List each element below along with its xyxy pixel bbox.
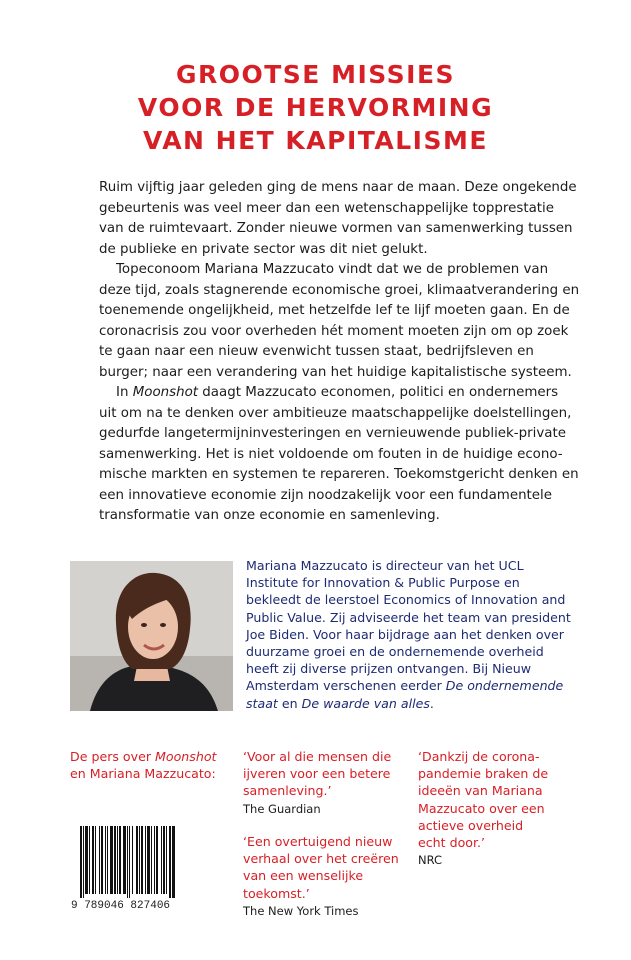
- text-fragment: Amsterdam verschenen eerder: [246, 678, 446, 694]
- author-bio: [246, 557, 586, 712]
- barcode-bar: [154, 826, 155, 894]
- author-photo: [70, 561, 233, 711]
- barcode-bar: [132, 826, 133, 894]
- book-title-em: Moonshot: [132, 385, 199, 400]
- barcode-bar: [83, 826, 84, 898]
- quote-line: ‘Een overtuigend nieuw: [243, 834, 393, 849]
- barcode-bar: [99, 826, 100, 894]
- barcode-bar: [136, 826, 138, 894]
- bio-line: bekleedt de leerstoel Economics of Innovation and: [246, 592, 566, 608]
- quote-line: ‘Voor al die mensen die: [243, 749, 392, 764]
- text-line: gedurfde langetermijninvesteringen en vernieuwende publiek-private: [99, 426, 566, 441]
- quote-line: toekomst.’: [243, 885, 310, 901]
- barcode-bar: [166, 826, 167, 894]
- book-title-em: staat: [246, 695, 278, 711]
- barcode-bar: [117, 826, 118, 894]
- bio-line: Joe Biden. Voor haar bijdrage aan het denken over: [246, 626, 564, 642]
- barcode-bar: [123, 826, 126, 894]
- barcode-bar: [107, 826, 108, 894]
- quote-source: The New York Times: [243, 903, 359, 918]
- barcode-bar: [147, 826, 150, 894]
- bio-line: Mariana Mazzucato is directeur van het UCL: [246, 558, 524, 573]
- text-fragment: daagt Mazzucato economen, politici en ondernemers: [198, 385, 559, 400]
- barcode-bar: [105, 826, 106, 894]
- press-quote-guardian: [243, 748, 391, 817]
- press-line: en Mariana Mazzucato:: [70, 766, 216, 782]
- barcode-bar: [172, 826, 175, 898]
- text-line: deze tijd, zoals stagnerende economische groei, klimaatverandering en: [99, 282, 580, 298]
- book-title-em: Moonshot: [155, 749, 217, 764]
- barcode-bars: [80, 826, 175, 898]
- text-fragment: en: [277, 695, 302, 711]
- bio-line: [246, 677, 586, 694]
- text-line: toenemende ongelijkheid, met hetzelfde lef te lijf moeten gaan. En de: [99, 303, 570, 318]
- quote-line: samenleving.’: [243, 783, 332, 799]
- quote-line: actieve overheid: [418, 817, 524, 833]
- paragraph-3: [99, 383, 579, 527]
- bio-line: [246, 695, 586, 712]
- text-line: [99, 383, 559, 404]
- quote-line: ijveren voor een betere: [243, 766, 391, 782]
- press-quote-nyt: [243, 833, 399, 919]
- barcode-bar: [129, 826, 130, 898]
- barcode-bar: [114, 826, 116, 894]
- barcode-bar: [110, 826, 113, 894]
- barcode-bar: [156, 826, 158, 894]
- barcode-bar: [151, 826, 152, 894]
- barcode-bar: [80, 826, 82, 898]
- barcode-bar: [119, 826, 121, 894]
- barcode-bar: [101, 826, 103, 894]
- text-fragment: In: [116, 385, 133, 400]
- quote-line: ideeën van Mariana: [418, 783, 543, 799]
- quote-line: van een wenselijke: [243, 868, 364, 884]
- quote-line: echt door.’: [418, 835, 486, 851]
- text-line: burger; naar een verandering van het huidige kapitalistische systeem.: [99, 364, 572, 380]
- barcode-bar: [139, 826, 140, 894]
- press-line: [70, 748, 216, 765]
- book-title: [0, 58, 631, 157]
- barcode-bar: [161, 826, 162, 894]
- text-line: Topeconoom Mariana Mazzucato vindt dat we de problemen van: [116, 262, 549, 277]
- press-quote-nrc: [418, 748, 548, 868]
- paragraph-2: [99, 260, 580, 383]
- barcode-bar: [89, 826, 90, 894]
- bio-line: duurzame groei en de ondernemende overheid: [246, 644, 544, 660]
- press-heading: [70, 748, 216, 782]
- barcode-bar: [95, 826, 96, 894]
- text-line: coronacrisis zou voor overheden hét moment moeten zijn om op zoek: [99, 323, 569, 339]
- quote-line: pandemie braken de: [418, 766, 549, 782]
- text-line: transformatie van onze economie en samenleving.: [99, 508, 440, 523]
- barcode-bar: [85, 826, 88, 894]
- text-line: gebeurtenis was veel meer dan een wetenschappelijke topprestatie: [99, 200, 555, 216]
- text-line: de publieke en private sector was dit niet gelukt.: [99, 241, 428, 257]
- blurb-text: [99, 178, 580, 527]
- bio-line: Institute for Innovation & Public Purpose en: [246, 575, 520, 591]
- text-line: te gaan naar een nieuw evenwicht tussen staat, bedrijfsleven en: [99, 344, 534, 359]
- book-title-em: De waarde van alles: [301, 695, 430, 711]
- bio-line: heeft zij diverse prijzen ontvangen. Bij Nieuw: [246, 661, 532, 677]
- quote-source: The Guardian: [243, 801, 321, 816]
- text-line: een innovatieve economie zijn noodzakelijk voor een fundamentele: [99, 487, 553, 503]
- book-title-em: De ondernemende: [445, 678, 564, 694]
- barcode-bar: [163, 826, 165, 894]
- title-line: VAN HET KAPITALISME: [143, 126, 488, 155]
- text-line: Ruim vijftig jaar geleden ging de mens naar de maan. Deze ongekende: [99, 180, 577, 195]
- text-fragment: .: [429, 695, 434, 711]
- barcode-bar: [145, 826, 146, 894]
- barcode-bar: [127, 826, 128, 898]
- quote-line: ‘Dankzij de corona-: [418, 749, 540, 764]
- text-line: samenwerking. Het is niet voldoende om fouten in de huidige econo-: [99, 446, 563, 462]
- quote-line: Mazzucato over een: [418, 800, 545, 816]
- barcode-bar: [169, 826, 171, 898]
- text-line: van de ruimtevaart. Zonder nieuwe vormen van samenwerking tussen: [99, 221, 573, 236]
- text-fragment: De pers over: [70, 749, 156, 764]
- title-line: VOOR DE HERVORMING: [137, 93, 494, 122]
- quote-line: verhaal over het creëren: [243, 851, 399, 867]
- bio-line: Public Value. Zij adviseerde het team van president: [246, 609, 571, 625]
- author-portrait-image: [70, 561, 233, 711]
- barcode-bar: [141, 826, 143, 894]
- text-line: mische markten en systemen te repareren. Toekomstgericht denken en: [99, 467, 579, 482]
- title-line: GROOTSE MISSIES: [175, 60, 456, 89]
- quote-source: NRC: [418, 853, 443, 868]
- isbn-barcode: [70, 826, 222, 910]
- paragraph-1: [99, 178, 577, 260]
- isbn-digits: 9 789046 827406: [71, 900, 171, 910]
- barcode-bar: [92, 826, 94, 894]
- text-line: uit om na te denken over ambitieuze maatschappelijke doelstellingen,: [99, 405, 572, 421]
